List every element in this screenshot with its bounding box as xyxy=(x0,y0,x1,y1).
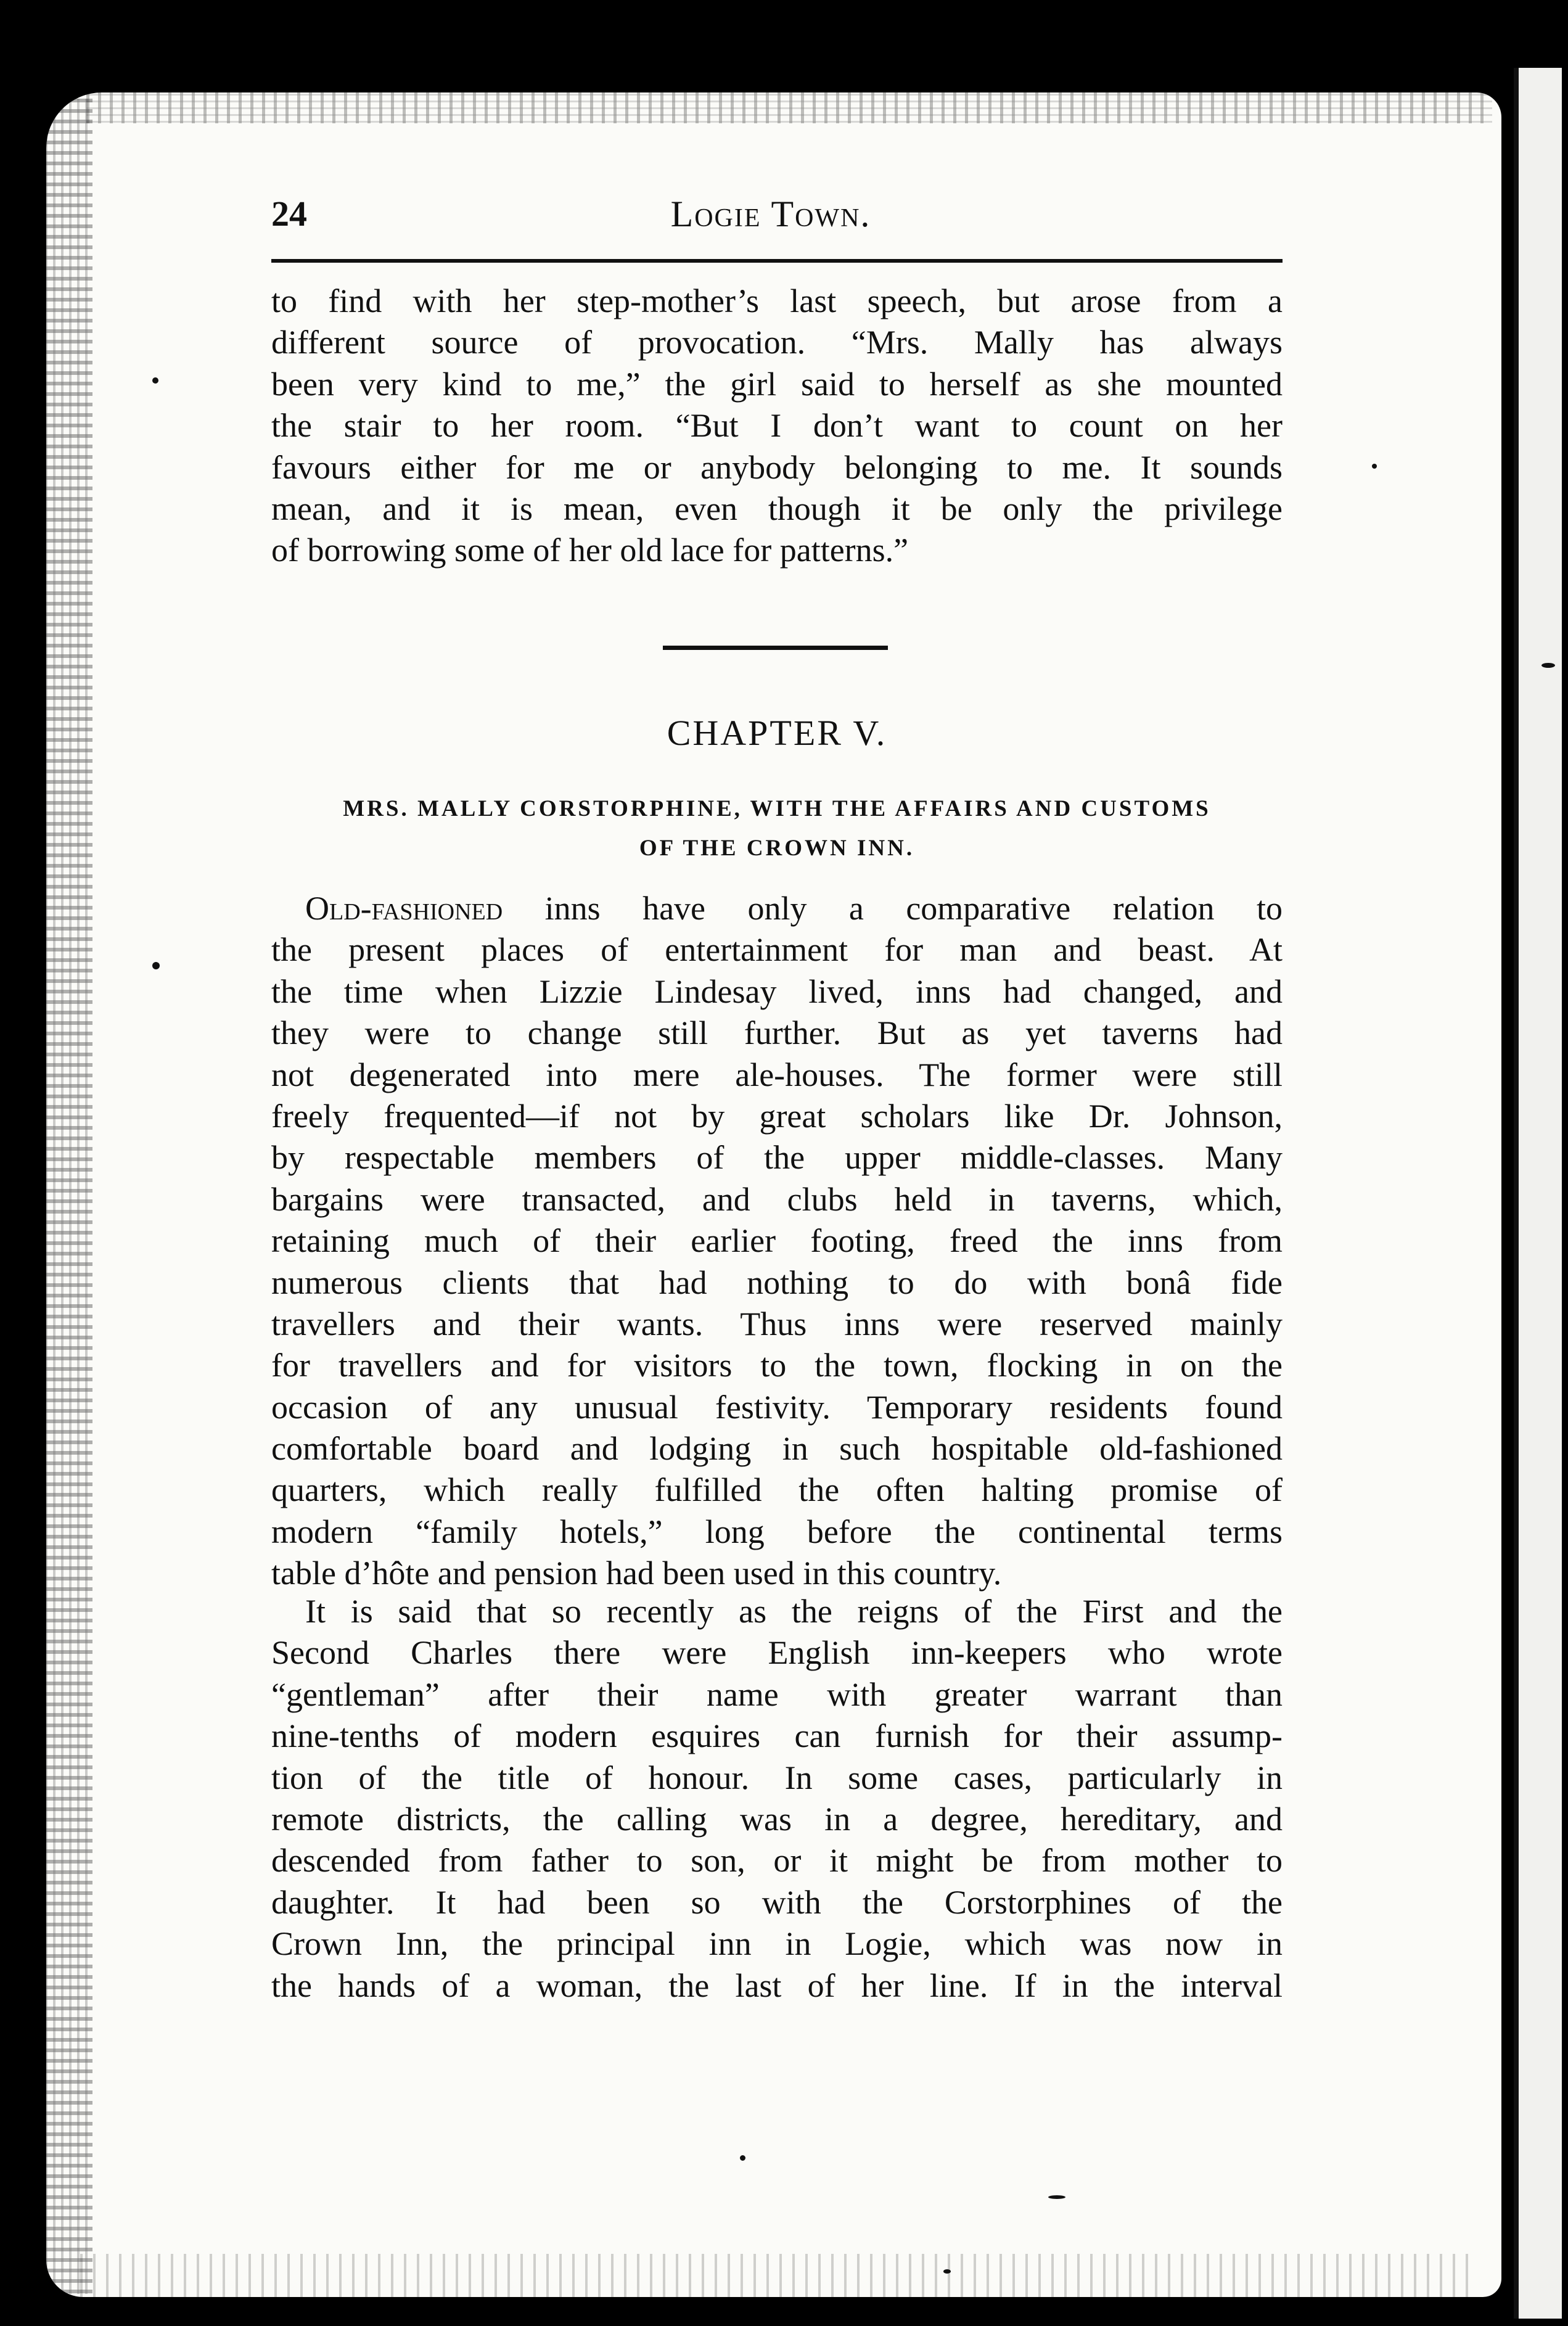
text-line: they were to change still further. But as yet taverns had xyxy=(271,1014,1283,1052)
speck xyxy=(152,377,158,384)
torn-top-edge xyxy=(86,80,1492,123)
text-line: of borrowing some of her old lace for patterns.” xyxy=(271,532,909,569)
text-line: the time when Lizzie Lindesay lived, inns had changed, and xyxy=(271,972,1283,1010)
text-line xyxy=(271,888,1283,929)
text-line: Crown Inn, the principal inn in Logie, which was now in xyxy=(271,1925,1283,1963)
speck xyxy=(152,962,160,969)
text-line: mean, and it is mean, even though it be only the privilege xyxy=(271,490,1283,527)
text-line: nine-tenths of modern esquires can furnish for their assump- xyxy=(271,1717,1283,1755)
text-line: different source of provocation. “Mrs. Mally has always xyxy=(271,324,1283,361)
text-line: descended from father to son, or it might be from mother to xyxy=(271,1842,1283,1880)
text-line: bargains were transacted, and clubs held in taverns, which, xyxy=(271,1180,1283,1218)
text-line: daughter. It had been so with the Corstorphines of the xyxy=(271,1883,1283,1921)
chapter-subtitle-line: OF THE CROWN INN. xyxy=(639,836,915,861)
speck xyxy=(1541,663,1555,668)
running-title: Logie Town. xyxy=(670,194,871,234)
text-line: by respectable members of the upper middle-classes. Many xyxy=(271,1139,1283,1177)
text-line: been very kind to me,” the girl said to herself as she mounted xyxy=(271,365,1283,403)
text-line-rest: inns have only a comparative relation to xyxy=(503,890,1283,927)
page-header xyxy=(265,188,1276,250)
text-line: comfortable board and lodging in such hospitable old-fashioned xyxy=(271,1430,1283,1468)
text-line: occasion of any unusual festivity. Temporary residents found xyxy=(271,1388,1283,1426)
continued-paragraph xyxy=(271,281,1283,572)
chapter-title: CHAPTER V. xyxy=(667,713,887,753)
chapter-subtitle xyxy=(271,789,1283,868)
speck xyxy=(1372,464,1377,469)
text-line: “gentleman” after their name with greater warrant than xyxy=(271,1675,1283,1713)
text-line: numerous clients that had nothing to do with bonâ fide xyxy=(271,1264,1283,1301)
text-line: favours either for me or anybody belonging to me. It sounds xyxy=(271,448,1283,486)
section-divider xyxy=(663,646,888,650)
text-line: the hands of a woman, the last of her line. If in the interval xyxy=(271,1966,1283,2004)
text-line: to find with her step-mother’s last speech, but arose from a xyxy=(271,282,1283,319)
paragraph-1 xyxy=(271,888,1283,1595)
text-line: the present places of entertainment for man and beast. At xyxy=(271,931,1283,969)
speck xyxy=(740,2155,745,2161)
text-line: tion of the title of honour. In some cases, particularly in xyxy=(271,1759,1283,1796)
speck xyxy=(1048,2195,1065,2199)
opening-small-caps: Old-fashioned xyxy=(305,890,503,927)
text-line: for travellers and for visitors to the town, flocking in on the xyxy=(271,1347,1283,1384)
text-line: Second Charles there were English inn-keepers who wrote xyxy=(271,1634,1283,1672)
speck xyxy=(943,2269,951,2274)
adjacent-page-strip xyxy=(1514,68,1562,2319)
chapter-subtitle-line: MRS. MALLY CORSTORPHINE, WITH THE AFFAIRS AND CUSTOMS xyxy=(343,796,1211,821)
text-line: travellers and their wants. Thus inns were reserved mainly xyxy=(271,1305,1283,1342)
header-rule xyxy=(271,259,1283,263)
text-line: remote districts, the calling was in a degree, hereditary, and xyxy=(271,1800,1283,1838)
torn-bottom-edge xyxy=(80,2254,1474,2297)
text-line: table d’hôte and pension had been used in this country. xyxy=(271,1555,1002,1592)
text-line: freely frequented—if not by great scholars like Dr. Johnson, xyxy=(271,1097,1283,1135)
text-line: It is said that so recently as the reigns of the First and the xyxy=(305,1593,1283,1630)
text-line: retaining much of their earlier footing, freed the inns from xyxy=(271,1222,1283,1260)
text-line: the stair to her room. “But I don’t want to count on her xyxy=(271,407,1283,445)
text-line: modern “family hotels,” long before the continental terms xyxy=(271,1513,1283,1550)
paragraph-2 xyxy=(271,1591,1283,2007)
text-line: quarters, which really fulfilled the often halting promise of xyxy=(271,1471,1283,1509)
page-number: 24 xyxy=(271,194,307,234)
text-line: not degenerated into mere ale-houses. The former were still xyxy=(271,1056,1283,1093)
torn-left-edge xyxy=(37,99,92,2294)
